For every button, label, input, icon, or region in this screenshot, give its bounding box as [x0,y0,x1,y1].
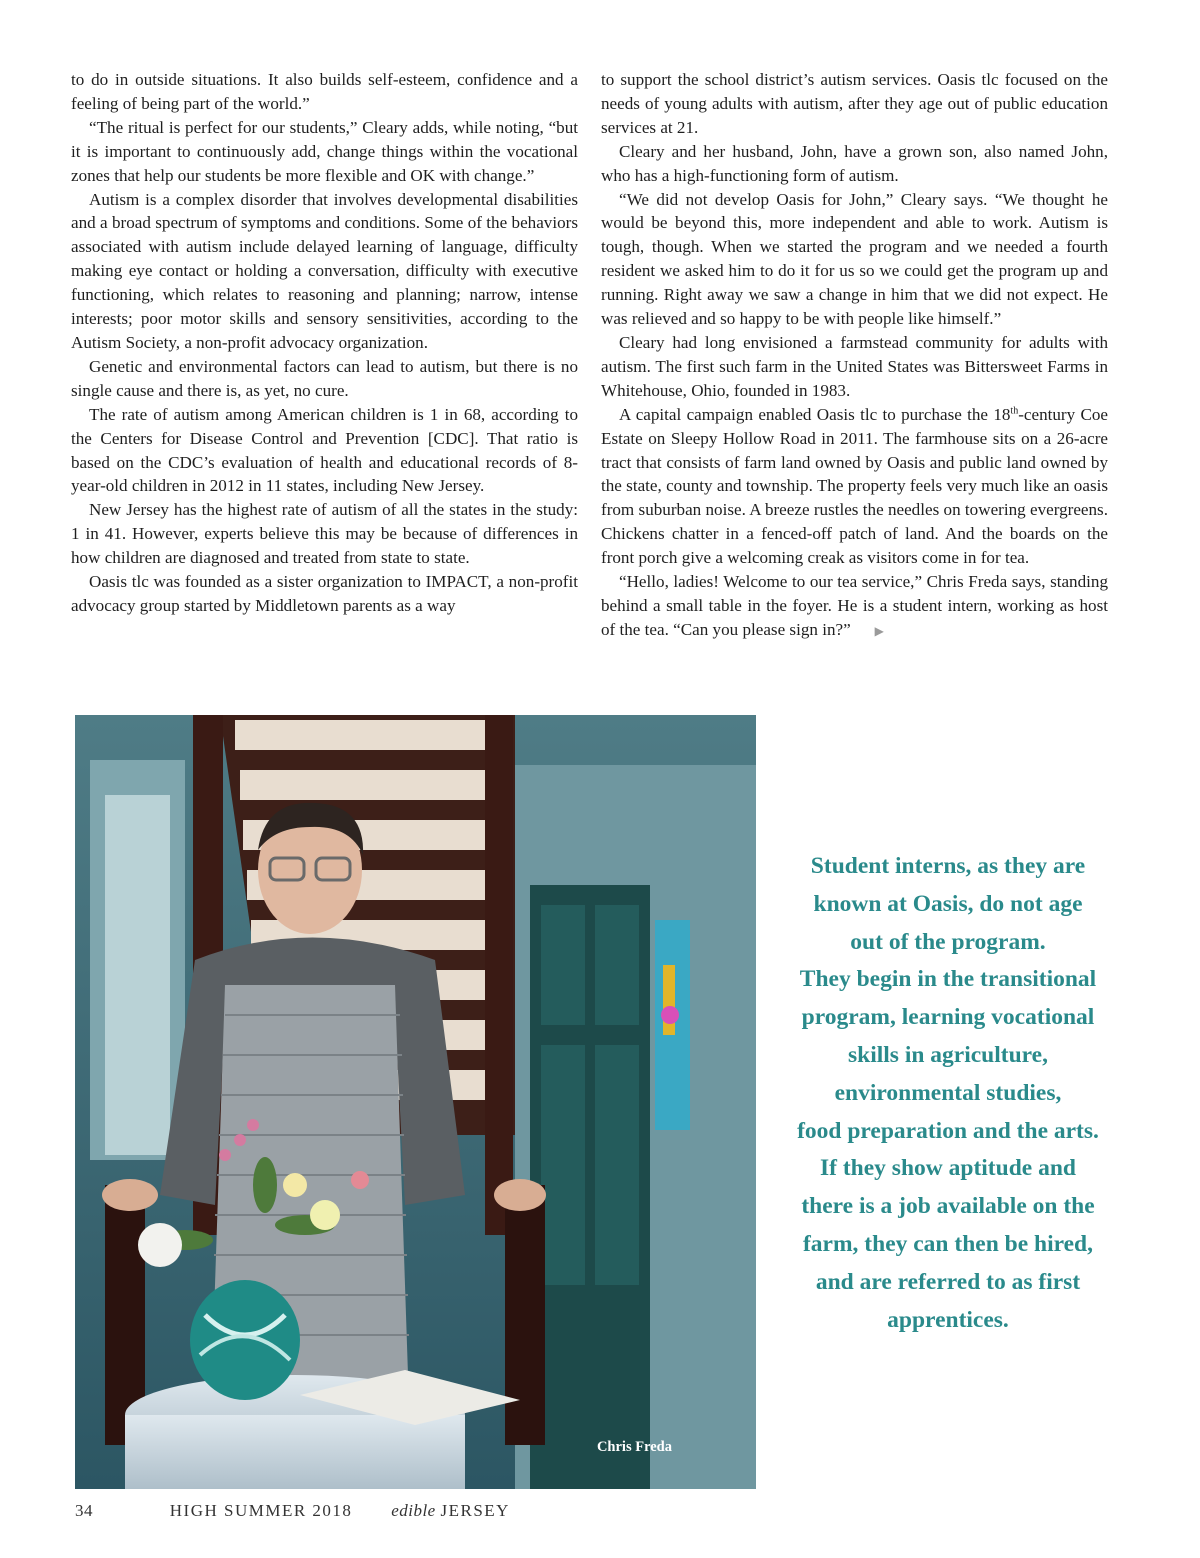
paragraph: to support the school district’s autism services. Oasis tlc focused on the needs of young adults with autism, after they age out of public education services at 21. [601,70,1108,137]
page-number: 34 [75,1501,93,1520]
pull-quote-line: Student interns, as they are [810,853,1086,879]
paragraph-text: -century Coe Estate on Sleepy Hollow Road in 2011. The farmhouse sits on a 26-acre tract that consists of farm land owned by Oasis and public land owned by the state, county and township. The property feels very much like an oasis from suburban noise. A breeze rustles the needles on towering evergreens. Chickens chatter in a fenced-off patch of land. And the boards on the front porch give a welcoming creak as visitors come in for tea. [601,404,1108,568]
article-column-right [601,68,1108,644]
pull-quote-line: If they show aptitude and [820,1155,1076,1182]
paragraph: The rate of autism among American children is 1 in 68, according to the Centers for Disease Control and Prevention [CDC]. That ratio is based on the CDC’s evaluation of health and educational records of 8-year-old children in 2012 in 11 states, including New Jersey. [71,404,578,496]
right-triangle-icon: ▶ [874,623,884,638]
pull-quote-line: and are referred to as first [815,1268,1081,1295]
photo-caption: Chris Freda [596,1439,672,1455]
pull-quote-line: out of the program. [850,928,1046,955]
pull-quote-line: farm, they can then be hired, [802,1230,1094,1257]
pull-quote-line: known at Oasis, do not age [813,890,1083,917]
paragraph: Genetic and environmental factors can lead to autism, but there is no single cause and there is, as yet, no cure. [71,356,578,400]
pull-quote [778,848,1118,1339]
pull-quote-line: environmental studies, [834,1079,1062,1106]
pull-quote-line: They begin in the transitional [799,966,1097,993]
ordinal-suffix: th [1010,405,1019,416]
paragraph-text: A capital campaign enabled Oasis tlc to purchase the 18 [619,404,1011,424]
paragraph-text: “Hello, ladies! Welcome to our tea service,” Chris Freda says, standing behind a small table in the foyer. He is a student intern, working as host of the tea. “Can you please sign in?” [601,572,1108,639]
photo-illustration [75,715,756,1489]
paragraph [601,403,1108,570]
paragraph: Cleary and her husband, John, have a grown son, also named John, who has a high-functioning form of autism. [601,141,1108,185]
brand-name-caps: JERSEY [440,1501,510,1520]
pull-quote-line: there is a job available on the [801,1193,1095,1220]
paragraph: Oasis tlc was founded as a sister organization to IMPACT, a non-profit advocacy group started by Middletown parents as a way [71,572,578,615]
paragraph: “We did not develop Oasis for John,” Cleary says. “We thought he would be beyond this, more independent and able to work. Autism is tough, though. When we started the program and we needed a fourth resident we asked him to do it for us so we could get the program up and running. Right away we saw a change in him that we did not expect. He was relieved and so happy to be with people like himself.” [601,189,1108,329]
article-photo [75,715,756,1489]
paragraph: “The ritual is perfect for our students,” Cleary adds, while noting, “but it is important to continuously add, change things within the vocational zones that help our students be more flexible and OK with change.” [71,117,578,185]
pull-quote-line: skills in agriculture, [848,1041,1048,1068]
paragraph: New Jersey has the highest rate of autism of all the states in the study: 1 in 41. However, experts believe this may be because of differences in how children are diagnosed and treated from state to state. [71,500,578,568]
paragraph: Autism is a complex disorder that involves developmental disabilities and a broad spectrum of symptoms and conditions. Some of the behaviors associated with autism include delayed learning of language, difficulty making eye contact or holding a conversation, difficulty with executive functioning, which relates to reasoning and planning; narrow, intense interests; poor motor skills and sensory sensitivities, according to the Autism Society, a non-profit advocacy organization. [71,189,578,352]
brand-name-italic: edible [391,1501,436,1520]
page-footer [75,1501,510,1521]
article-column-left [71,68,578,618]
pull-quote-line: apprentices. [887,1306,1009,1333]
paragraph: Cleary had long envisioned a farmstead community for adults with autism. The first such farm in the United States was Bittersweet Farms in Whitehouse, Ohio, founded in 1983. [601,332,1108,400]
paragraph [601,570,1108,644]
issue-label: HIGH SUMMER 2018 [169,1501,353,1520]
pull-quote-line: program, learning vocational [801,1004,1095,1031]
paragraph: to do in outside situations. It also builds self-esteem, confidence and a feeling of being part of the world.” [71,70,578,113]
pull-quote-line: food preparation and the arts. [797,1117,1099,1144]
